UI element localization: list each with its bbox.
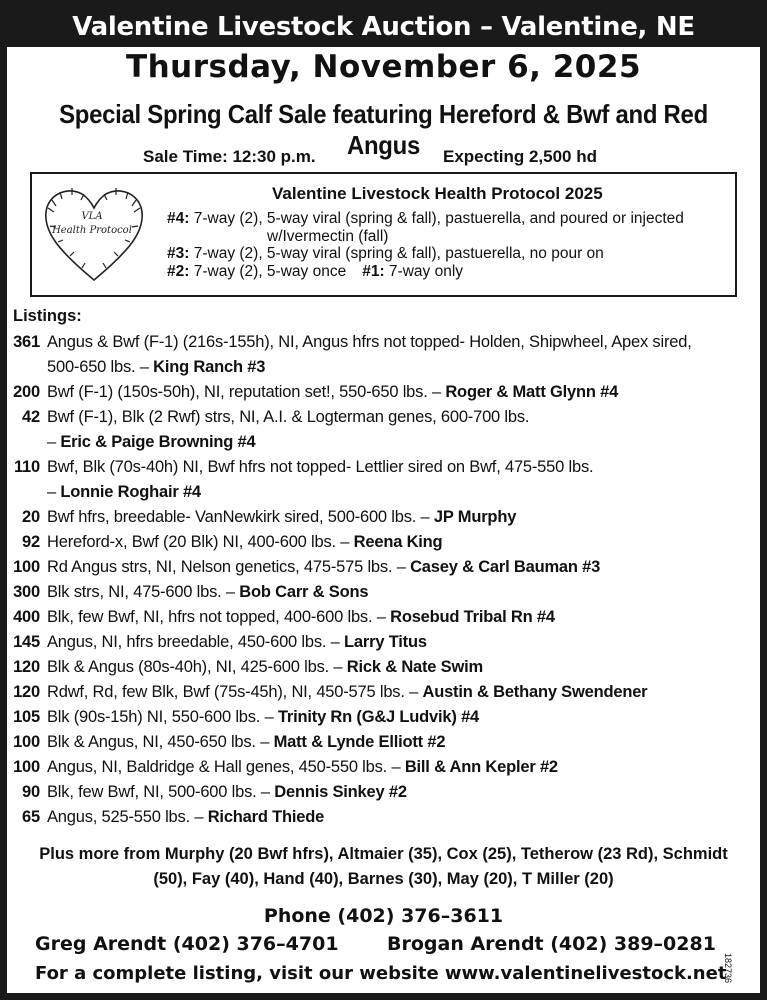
protocol-2-text: 7-way (2), 5-way once [193, 262, 347, 280]
list-item [7, 530, 760, 555]
ad-id: 182736 [723, 953, 733, 984]
listing-qty: 105 [13, 708, 40, 726]
contact-greg-arendt: Greg Arendt (402) 376–4701 [35, 933, 339, 955]
listing-desc: Angus, 525-550 lbs. – [47, 808, 208, 826]
listing-desc: Blk & Angus (80s-40h), NI, 425-600 lbs. – [47, 658, 347, 676]
listing-qty: 90 [22, 783, 40, 801]
list-item [7, 405, 760, 455]
listing-desc: Rd Angus strs, NI, Nelson genetics, 475-575 lbs. – [47, 558, 411, 576]
list-item [7, 505, 760, 530]
listing-desc: Bwf (F-1), Blk (2 Rwf) strs, NI, A.I. & Logterman genes, 600-700 lbs. [47, 408, 530, 426]
sale-headline: Special Spring Calf Sale featuring Hereford & Bwf and Red Angus [59, 99, 708, 160]
protocol-1-label: #1: [362, 262, 385, 280]
vla-logo-text [52, 210, 132, 238]
listings [7, 330, 760, 830]
protocol-2-label: #2: [167, 262, 190, 280]
protocol-3-label: #3: [167, 245, 190, 262]
listing-seller: Trinity Rn (G&J Ludvik) #4 [277, 708, 480, 726]
listing-desc: Angus & Bwf (F-1) (216s-155h), NI, Angus hfrs not topped- Holden, Shipwheel, Apex sired, [47, 333, 692, 351]
listing-qty: 65 [22, 808, 40, 826]
contact-brogan-arendt: Brogan Arendt (402) 389–0281 [387, 933, 716, 955]
list-item [7, 780, 760, 805]
listing-seller: Reena King [353, 533, 443, 551]
listing-cont: 500-650 lbs. – [47, 358, 154, 376]
protocol-4-text: 7-way (2), 5-way viral (spring & fall), pastuerella, and poured or injected [193, 210, 684, 227]
listing-desc: Blk, few Bwf, NI, hfrs not topped, 400-600 lbs. – [47, 608, 391, 626]
listing-qty: 400 [13, 608, 40, 626]
health-protocol-box [30, 172, 737, 297]
listing-seller: Rick & Nate Swim [346, 658, 483, 676]
banner-title: Valentine Livestock Auction – Valentine, NE [7, 7, 760, 47]
list-item [7, 580, 760, 605]
list-item [7, 605, 760, 630]
listing-desc: Blk (90s-15h) NI, 550-600 lbs. – [47, 708, 278, 726]
listing-seller: Roger & Matt Glynn #4 [445, 383, 619, 401]
protocol-4 [167, 210, 684, 228]
listing-qty: 42 [22, 408, 40, 426]
listing-cont: – [47, 483, 61, 501]
office-phone: Phone (402) 376–3611 [263, 905, 504, 927]
protocol-list [167, 210, 684, 280]
listing-qty: 120 [13, 658, 40, 676]
listing-qty: 100 [13, 758, 40, 776]
list-item [7, 655, 760, 680]
protocol-4-label: #4: [167, 210, 190, 227]
protocol-2-1 [167, 263, 684, 281]
list-item [7, 705, 760, 730]
list-item [7, 730, 760, 755]
sale-date: Thursday, November 6, 2025 [125, 49, 642, 85]
listing-qty: 100 [13, 733, 40, 751]
listings-heading: Listings: [13, 307, 82, 325]
listing-desc: Blk strs, NI, 475-600 lbs. – [47, 583, 240, 601]
listing-qty: 361 [13, 333, 40, 351]
listing-seller: Larry Titus [344, 633, 427, 651]
website-link[interactable]: For a complete listing, visit our website www.valentinelivestock.net [35, 963, 727, 984]
list-item [7, 330, 760, 380]
list-item [7, 380, 760, 405]
sale-time: Sale Time: 12:30 p.m. [143, 147, 316, 166]
protocol-title: Valentine Livestock Health Protocol 2025 [272, 184, 603, 203]
listing-cont: – [47, 433, 61, 451]
listing-seller: JP Murphy [433, 508, 517, 526]
list-item [7, 755, 760, 780]
listing-desc: Angus, NI, Baldridge & Hall genes, 450-550 lbs. – [47, 758, 405, 776]
listing-qty: 200 [13, 383, 40, 401]
logo-line-1: VLA [81, 211, 103, 222]
logo-line-2: Health Protocol [52, 225, 132, 236]
plus-more-consignors: Plus more from Murphy (20 Bwf hfrs), Altmaier (35), Cox (25), Tetherow (23 Rd), Schmidt (50), Fay (40), Hand (40), Barnes (30), May (20), T Miller (20) [39, 845, 728, 888]
listing-desc: Rdwf, Rd, few Blk, Bwf (75s-45h), NI, 450-575 lbs. – [47, 683, 423, 701]
listing-seller: Lonnie Roghair #4 [60, 483, 201, 501]
list-item [7, 630, 760, 655]
protocol-1-text: 7-way only [388, 262, 464, 280]
listing-seller: Bill & Ann Kepler #2 [404, 758, 558, 776]
listing-qty: 145 [13, 633, 40, 651]
listing-seller: Matt & Lynde Elliott #2 [273, 733, 446, 751]
listing-seller: Eric & Paige Browning #4 [60, 433, 256, 451]
listing-desc: Bwf hfrs, breedable- VanNewkirk sired, 500-600 lbs. – [47, 508, 434, 526]
listing-seller: Bob Carr & Sons [239, 583, 369, 601]
listing-qty: 300 [13, 583, 40, 601]
listing-seller: Richard Thiede [207, 808, 325, 826]
listing-qty: 110 [13, 458, 40, 476]
listing-seller: Dennis Sinkey #2 [274, 783, 407, 801]
protocol-3 [167, 245, 684, 263]
listing-qty: 92 [22, 533, 40, 551]
list-item [7, 805, 760, 830]
listing-desc: Hereford-x, Bwf (20 Blk) NI, 400-600 lbs. – [47, 533, 354, 551]
listing-qty: 120 [13, 683, 40, 701]
listing-desc: Bwf, Blk (70s-40h) NI, Bwf hfrs not topped- Lettlier sired on Bwf, 475-550 lbs. [47, 458, 594, 476]
list-item [7, 555, 760, 580]
listing-desc: Blk, few Bwf, NI, 500-600 lbs. – [47, 783, 275, 801]
list-item [7, 680, 760, 705]
listing-seller: Rosebud Tribal Rn #4 [390, 608, 555, 626]
listing-desc: Angus, NI, hfrs breedable, 450-600 lbs. – [47, 633, 345, 651]
protocol-4-cont: w/Ivermectin (fall) [267, 227, 389, 245]
listing-qty: 100 [13, 558, 40, 576]
listing-seller: Casey & Carl Bauman #3 [410, 558, 601, 576]
listing-qty: 20 [22, 508, 40, 526]
listing-desc: Bwf (F-1) (150s-50h), NI, reputation set!, 550-650 lbs. – [47, 383, 446, 401]
expecting-head-count: Expecting 2,500 hd [443, 147, 597, 166]
listing-seller: King Ranch #3 [153, 358, 266, 376]
protocol-3-text: 7-way (2), 5-way viral (spring & fall), pastuerella, no pour on [193, 245, 604, 262]
listing-desc: Blk & Angus, NI, 450-650 lbs. – [47, 733, 274, 751]
listing-seller: Austin & Bethany Swendener [422, 683, 648, 701]
list-item [7, 455, 760, 505]
